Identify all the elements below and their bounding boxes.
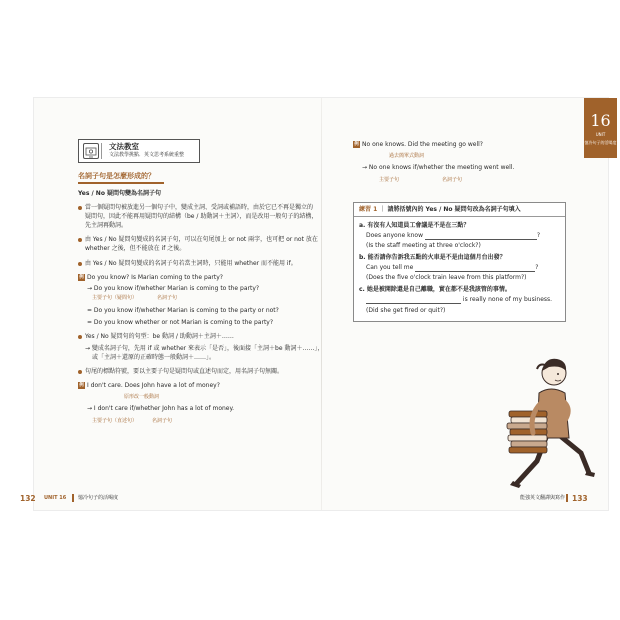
paragraph-1-line-2: 疑問句，因此不能再用疑問句的結構（be / 助動詞＋主詞），而是改用一般句子的結構，: [85, 213, 318, 220]
subheading: Yes / No 疑問句變為名詞子句: [78, 190, 162, 197]
box-subtitle: 文法教學挑點．英文思考系統重整: [109, 152, 185, 158]
question-c-blank[interactable]: [366, 297, 461, 304]
example-3-question: 例 No one knows. Did the meeting go well?: [354, 141, 483, 148]
question-a-label: a. 有沒有人知道員工會議是不是在三點？: [359, 222, 470, 229]
classroom-icon: [83, 143, 99, 159]
unit-tab-label: UNIT: [595, 132, 606, 137]
left-footer-title: 憶冷句子的活喝度: [78, 495, 119, 501]
question-a-hint: (Is the staff meeting at three o'clock?): [366, 242, 481, 249]
practice-label: 練習 1: [359, 206, 378, 213]
right-page-number: 133: [572, 494, 588, 503]
section-title: 名詞子句是怎麼形成的？: [78, 172, 155, 180]
question-a-blank[interactable]: [425, 233, 537, 240]
practice-header-rule: [354, 216, 565, 217]
question-b-blank[interactable]: [415, 265, 535, 272]
example-3-annotation-noun: 名詞子句: [442, 177, 463, 183]
section-title-underline: [78, 182, 164, 184]
bullet: [78, 206, 82, 210]
example-1-annotation-noun: 名詞子句: [157, 295, 178, 301]
question-b-hint: (Does the five o'clock train leave from this platform?): [366, 274, 527, 281]
example-badge: 例: [354, 142, 359, 147]
paragraph-2-line-2: whether 之後，但不能放在 if 之後。: [85, 245, 186, 252]
question-c-hint: (Did she get fired or quit?): [366, 307, 446, 314]
example-1-variant-c: = Do you know whether or not Marian is coming to the party?: [87, 319, 274, 326]
left-page-number: 132: [20, 494, 36, 503]
right-footer-title: 能強英文翻譯與寫作: [520, 495, 566, 501]
example-badge: 例: [79, 275, 84, 280]
practice-header: [359, 206, 521, 214]
unit-tab: [584, 98, 617, 158]
example-1-question: 例 Do you know? Is Marian coming to the party?: [79, 274, 223, 281]
example-3-annotation-main: 主要子句: [379, 177, 400, 183]
book-spread: [20, 98, 617, 510]
example-2-annotation-noun: 名詞子句: [152, 418, 173, 424]
example-1-answer: → Do you know if/whether Marian is coming to the party?: [87, 285, 260, 292]
paragraph-4-line-3: 或「主詞＋還原的正確時態一般動詞＋……」。: [92, 354, 216, 361]
unit-tab-title: 憶冷句子的活喝度: [584, 140, 617, 145]
paragraph-4-line-2: → 變成名詞子句，先用 if 或 whether 來表示「是否」，後面接「主詞＋be 動詞＋……」，: [85, 345, 324, 352]
practice-title: 請將括號內的 Yes / No 疑問句改為名詞子句填入: [387, 206, 521, 213]
question-c-label: c. 她是被開除還是自己離職，實在都不是我該管的事情。: [359, 286, 511, 293]
person-carrying-books-illustration: [489, 343, 619, 493]
example-badge: 例: [79, 383, 84, 388]
practice-separator: ｜: [379, 206, 386, 213]
footer-divider: [566, 494, 568, 502]
paragraph-1-line-3: 先主詞再動詞。: [85, 222, 128, 229]
example-2-question: 例 I don't care. Does John have a lot of money?: [79, 382, 220, 389]
left-footer-unit: UNIT 16: [44, 495, 67, 501]
grammar-classroom-box: [78, 139, 200, 163]
question-a-line: Does anyone know ?: [366, 232, 541, 239]
paragraph-1-line-1: 當一個疑問句被放進另一個句子中，變成主詞、受詞或補語時，由於它已不再是獨立的: [78, 204, 313, 212]
question-c-line: is really none of my business.: [366, 296, 552, 304]
page-gutter: [321, 98, 322, 510]
example-3-annotation-top: 過去簡單式動詞: [389, 153, 425, 159]
bullet: [78, 335, 82, 339]
paragraph-3: 由 Yes / No 疑問句變成的名詞子句若當主詞時，只能用 whether 而不能用 if。: [78, 260, 297, 268]
bullet: [78, 238, 82, 242]
box-title: 文法教室: [109, 142, 139, 151]
question-b-line: Can you tell me ?: [366, 264, 539, 271]
example-1-annotation-main: 主要子句（疑問句）: [92, 295, 138, 301]
box-separator: [101, 143, 102, 159]
bullet: [78, 370, 82, 374]
question-b-label: b. 能否請你告訴我五點的火車是不是由這個月台出發？: [359, 254, 506, 261]
example-2-annotation-top: 原形改一般動詞: [124, 394, 160, 400]
example-2-answer: → I don't care if/whether John has a lot of money.: [87, 405, 235, 412]
paragraph-2-line-1: 由 Yes / No 疑問句變成的名詞子句，可以在句尾加上 or not 兩字，也可把 or not 放在: [78, 236, 318, 244]
bullet: [78, 262, 82, 266]
unit-tab-number: 16: [590, 111, 611, 130]
paragraph-5: 句尾的標點符號，要以主要子句是疑問句或直述句而定，用名詞子句無關。: [78, 368, 283, 376]
paragraph-4: Yes / No 疑問句的句型：be 動詞 / 助動詞＋主詞＋……: [78, 333, 234, 341]
example-3-answer: → No one knows if/whether the meeting went well.: [362, 164, 515, 171]
footer-divider: [72, 494, 74, 502]
example-2-annotation-main: 主要子句（直述句）: [92, 418, 138, 424]
example-1-variant-b: = Do you know if/whether Marian is coming to the party or not?: [87, 307, 279, 314]
practice-box: [353, 202, 566, 322]
